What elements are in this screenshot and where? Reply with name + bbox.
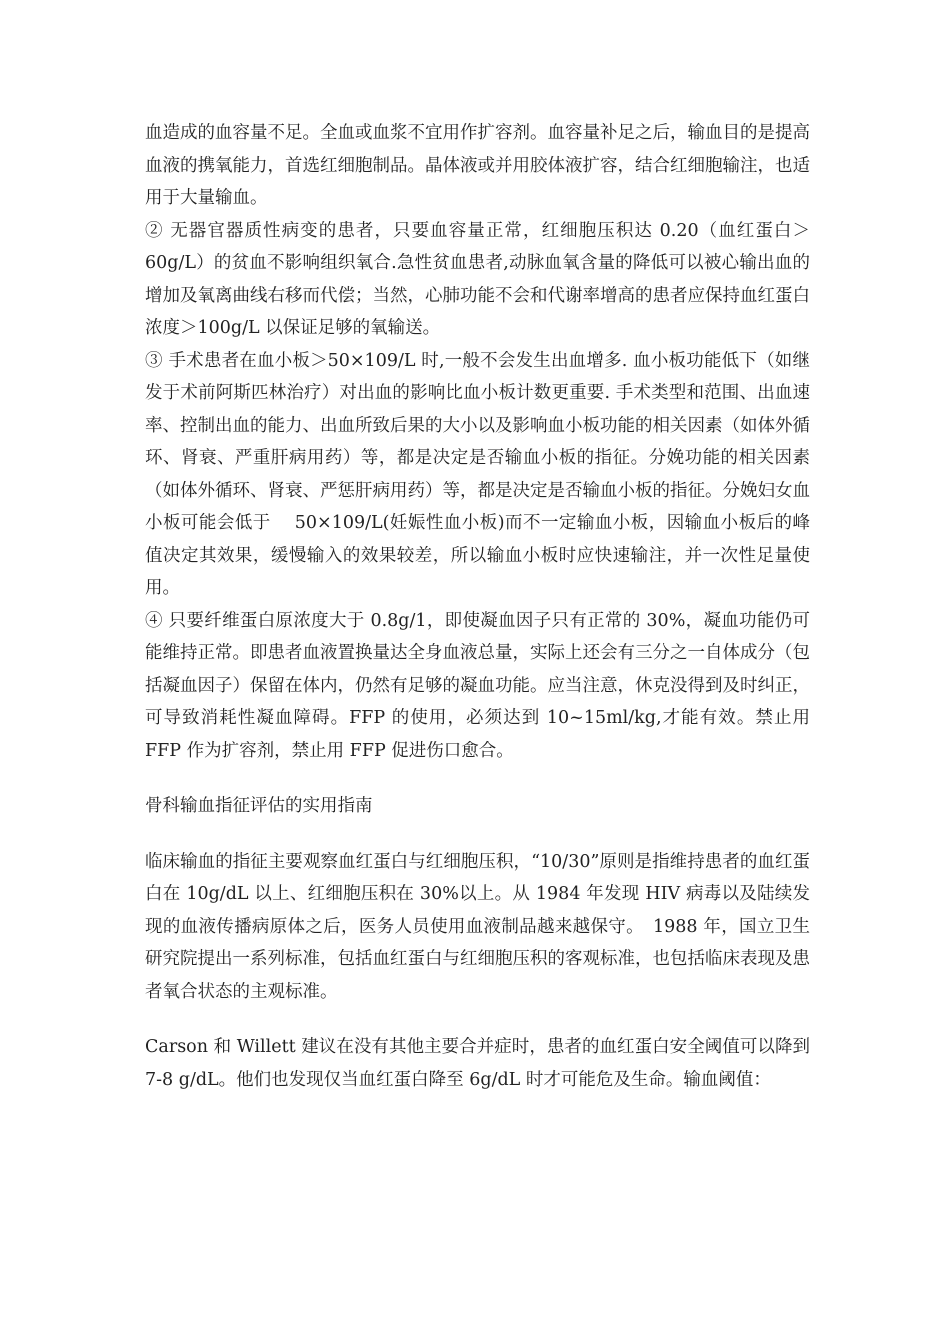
- paragraph-transfusion-criteria: 临床输血的指征主要观察血红蛋白与红细胞压积，“10/30”原则是指维持患者的血红蛋白在 10g/dL 以上、红细胞压积在 30%以上。从 1984 年发现 HIV 病毒以及陆续发现的血液传播病原体之后，医务人员使用血液制品越来越保守。 1988 年，国立卫生研究院提出一系列标准，包括血红蛋白与红细胞压积的客观标准，也包括临床表现及患者氧合状态的主观标准。: [145, 851, 810, 1002]
- section-heading: 骨科输血指征评估的实用指南: [145, 796, 373, 816]
- paragraph-threshold: Carson 和 Willett 建议在没有其他主要合并症时，患者的血红蛋白安全阈值可以降到 7-8 g/dL。他们也发现仅当血红蛋白降至 6g/dL 时才可能危及生命。输血阈值：: [145, 1037, 810, 1090]
- paragraph-blood-volume: 血造成的血容量不足。全血或血浆不宜用作扩容剂。血容量补足之后，输血目的是提高血液的携氧能力，首选红细胞制品。晶体液或并用胶体液扩容，结合红细胞输注，也适用于大量输血。: [145, 123, 810, 208]
- paragraph-platelet: ③ 手术患者在血小板＞50×109/L 时,一般不会发生出血增多. 血小板功能低下（如继发于术前阿斯匹林治疗）对出血的影响比血小板计数更重要. 手术类型和范围、出血速率、控制出血的能力、出血所致后果的大小以及影响血小板功能的相关因素（如体外循环、肾衰、严重肝病用药）等，都是决定是否输血小板的指征。分娩功能的相关因素（如体外循环、肾衰、严惩肝病用药）等，都是决定是否输血小板的指征。分娩妇女血小板可能会低于 50×109/L(妊娠性血小板)而不一定输血小板，因输血小板后的峰值决定其效果，缓慢输入的效果较差，所以输血小板时应快速输注，并一次性足量使用。: [145, 350, 810, 598]
- paragraph-anemia: ② 无器官器质性病变的患者，只要血容量正常，红细胞压积达 0.20（血红蛋白＞60g/L）的贫血不影响组织氧合.急性贫血患者,动脉血氧含量的降低可以被心输出血的增加及氧离曲线右移而代偿；当然，心肺功能不会和代谢率增高的患者应保持血红蛋白浓度＞100g/L 以保证足够的氧输送。: [145, 220, 810, 338]
- paragraph-fibrinogen: ④ 只要纤维蛋白原浓度大于 0.8g/1，即使凝血因子只有正常的 30%，凝血功能仍可能维持正常。即患者血液置换量达全身血液总量，实际上还会有三分之一自体成分（包括凝血因子）保留在体内，仍然有足够的凝血功能。应当注意，休克没得到及时纠正，可导致消耗性凝血障碍。FFP 的使用，必须达到 10~15ml/kg,才能有效。禁止用 FFP 作为扩容剂，禁止用 FFP 促进伤口愈合。: [145, 610, 810, 761]
- document-body: [145, 117, 810, 1096]
